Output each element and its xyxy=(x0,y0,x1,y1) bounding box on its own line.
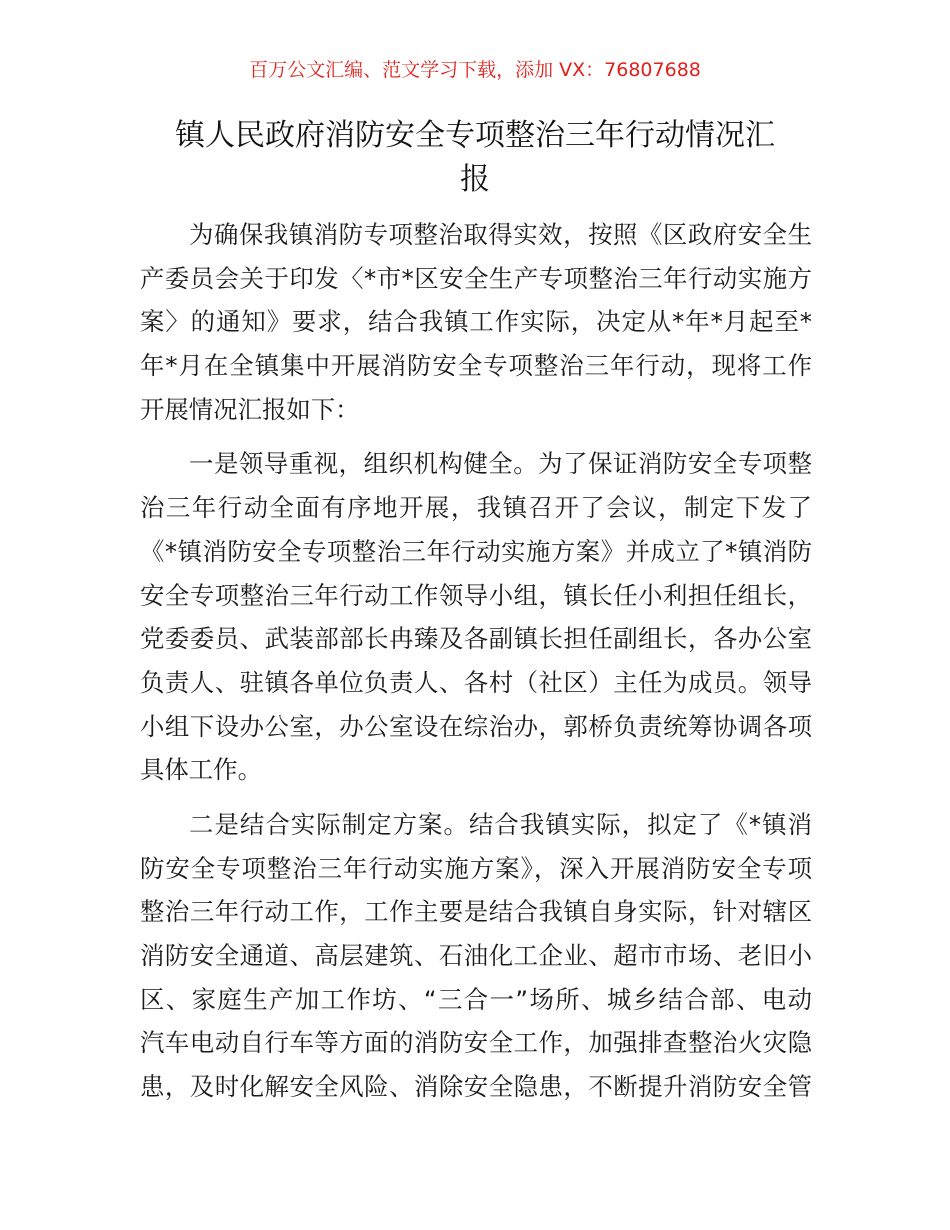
text-line: 防安全专项整治三年行动实施方案》，深入开展消防安全专项 xyxy=(140,853,812,883)
title-line-1: 镇人民政府消防安全专项整治三年行动情况汇 xyxy=(175,118,775,153)
text-line: 《*镇消防安全专项整治三年行动实施方案》并成立了*镇消防 xyxy=(140,536,812,566)
text-line: 二是结合实际制定方案。结合我镇实际，拟定了《*镇消 xyxy=(189,809,812,839)
text-line: 产委员会关于印发〈*市*区安全生产专项整治三年行动实施方 xyxy=(140,263,812,293)
text-line: 区、家庭生产加工作坊、“三合一”场所、城乡结合部、电动 xyxy=(140,984,812,1014)
text-line: 党委委员、武装部部长冉臻及各副镇长担任副组长，各办公室 xyxy=(140,624,812,654)
document-body xyxy=(140,213,812,1120)
paragraph-leadership xyxy=(140,442,812,792)
paragraph-intro xyxy=(140,213,812,431)
text-line: 为确保我镇消防专项整治取得实效，按照《区政府安全生 xyxy=(189,220,812,249)
text-line: 安全专项整治三年行动工作领导小组，镇长任小利担任组长， xyxy=(140,580,812,610)
document-title xyxy=(130,114,820,202)
text-line: 治三年行动全面有序地开展，我镇召开了会议，制定下发了 xyxy=(140,493,812,523)
text-line: 案〉的通知》要求，结合我镇工作实际，决定从*年*月起至* xyxy=(140,307,812,337)
text-line: 汽车电动自行车等方面的消防安全工作，加强排查整治火灾隐 xyxy=(140,1028,812,1058)
text-line: 具体工作。 xyxy=(140,755,262,785)
title-line-2: 报 xyxy=(460,162,490,197)
text-line: 小组下设办公室，办公室设在综治办，郭桥负责统筹协调各项 xyxy=(140,711,812,741)
text-line: 年*月在全镇集中开展消防安全专项整治三年行动，现将工作 xyxy=(140,351,812,381)
promo-header-note: 百万公文汇编、范文学习下载，添加 VX：76807688 xyxy=(249,59,701,81)
text-line: 负责人、驻镇各单位负责人、各村（社区）主任为成员。领导 xyxy=(140,667,812,697)
text-line: 一是领导重视，组织机构健全。为了保证消防安全专项整 xyxy=(189,449,812,479)
text-line: 开展情况汇报如下： xyxy=(140,394,360,424)
text-line: 整治三年行动工作，工作主要是结合我镇自身实际，针对辖区 xyxy=(140,897,812,927)
text-line: 患，及时化解安全风险、消除安全隐患，不断提升消防安全管 xyxy=(140,1072,812,1102)
paragraph-plan xyxy=(140,803,812,1109)
text-line: 消防安全通道、高层建筑、石油化工企业、超市市场、老旧小 xyxy=(140,941,812,970)
